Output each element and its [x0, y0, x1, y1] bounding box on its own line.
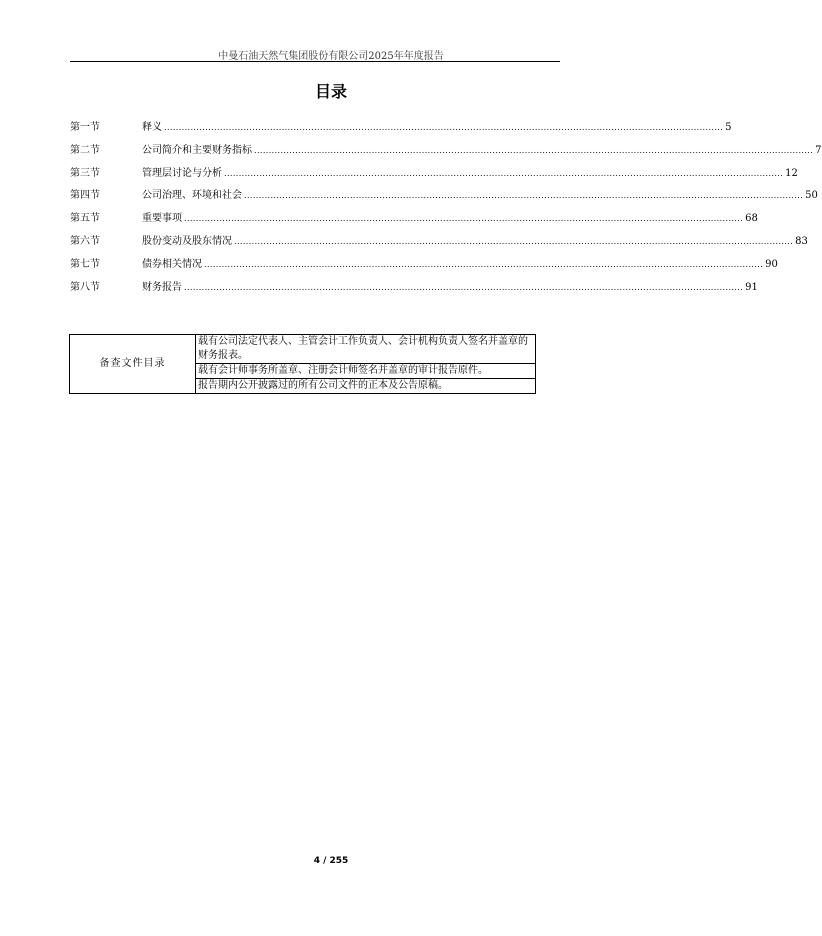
toc-section-number: 第一节 — [70, 122, 100, 133]
toc-section-number: 第四节 — [70, 190, 100, 202]
table-of-contents — [70, 121, 822, 303]
page-indicator: 4 / 255 — [313, 856, 349, 866]
toc-section-title: 公司简介和主要财务指标 — [142, 144, 252, 156]
toc-page-number: 5 — [725, 122, 732, 133]
toc-page-number: 91 — [745, 281, 758, 293]
toc-entry[interactable] — [70, 189, 818, 212]
toc-page-number: 83 — [795, 235, 808, 247]
toc-section-number: 第六节 — [70, 235, 100, 247]
toc-entry[interactable] — [70, 167, 798, 190]
toc-section-title: 债券相关情况 — [142, 258, 202, 270]
table-row — [70, 335, 536, 364]
toc-entry[interactable] — [70, 258, 778, 281]
toc-leader-dots: .............................................................................................................................................................................................. — [204, 259, 764, 269]
reference-files-table — [69, 334, 536, 394]
toc-section-number: 第二节 — [70, 144, 100, 156]
toc-leader-dots: .............................................................................................................................................................................................. — [254, 145, 814, 155]
toc-page-number: 12 — [785, 167, 798, 179]
page-title: 目录 — [314, 82, 347, 101]
toc-entry[interactable] — [70, 121, 732, 144]
toc-entry[interactable] — [70, 235, 808, 258]
toc-section-title: 股份变动及股东情况 — [142, 235, 232, 247]
toc-entry[interactable] — [70, 144, 822, 167]
toc-entry[interactable] — [70, 281, 758, 304]
toc-section-title: 公司治理、环境和社会 — [142, 190, 242, 202]
toc-section-title: 释义 — [142, 122, 162, 133]
toc-entry[interactable] — [70, 212, 758, 235]
toc-leader-dots: .............................................................................................................................................................................................. — [184, 214, 744, 224]
toc-leader-dots: .............................................................................................................................................................................................. — [184, 282, 744, 292]
reference-file-item: 报告期内公开披露过的所有公司文件的正本及公告原稿。 — [196, 379, 536, 394]
toc-section-number: 第三节 — [70, 167, 100, 179]
header-divider — [70, 61, 560, 62]
reference-file-item: 载有会计师事务所盖章、注册会计师签名并盖章的审计报告原件。 — [196, 364, 536, 379]
toc-leader-dots: .............................................................................................................................................................................................. — [164, 123, 724, 132]
toc-page-number: 7 — [815, 144, 822, 156]
toc-leader-dots: .............................................................................................................................................................................................. — [224, 168, 784, 178]
toc-leader-dots: .............................................................................................................................................................................................. — [234, 236, 794, 246]
toc-page-number: 50 — [805, 190, 818, 202]
toc-section-title: 重要事项 — [142, 213, 182, 225]
toc-section-number: 第五节 — [70, 213, 100, 225]
toc-page-number: 90 — [765, 258, 778, 270]
toc-section-number: 第七节 — [70, 258, 100, 270]
report-header: 中曼石油天然气集团股份有限公司2025年年度报告 — [218, 51, 444, 62]
toc-section-title: 管理层讨论与分析 — [142, 167, 222, 179]
toc-section-number: 第八节 — [70, 281, 100, 293]
toc-page-number: 68 — [745, 213, 758, 225]
toc-leader-dots: .............................................................................................................................................................................................. — [244, 191, 804, 201]
toc-section-title: 财务报告 — [142, 281, 182, 293]
reference-file-item: 载有公司法定代表人、主管会计工作负责人、会计机构负责人签名并盖章的财务报表。 — [196, 335, 536, 364]
reference-files-heading: 备查文件目录 — [70, 335, 196, 394]
